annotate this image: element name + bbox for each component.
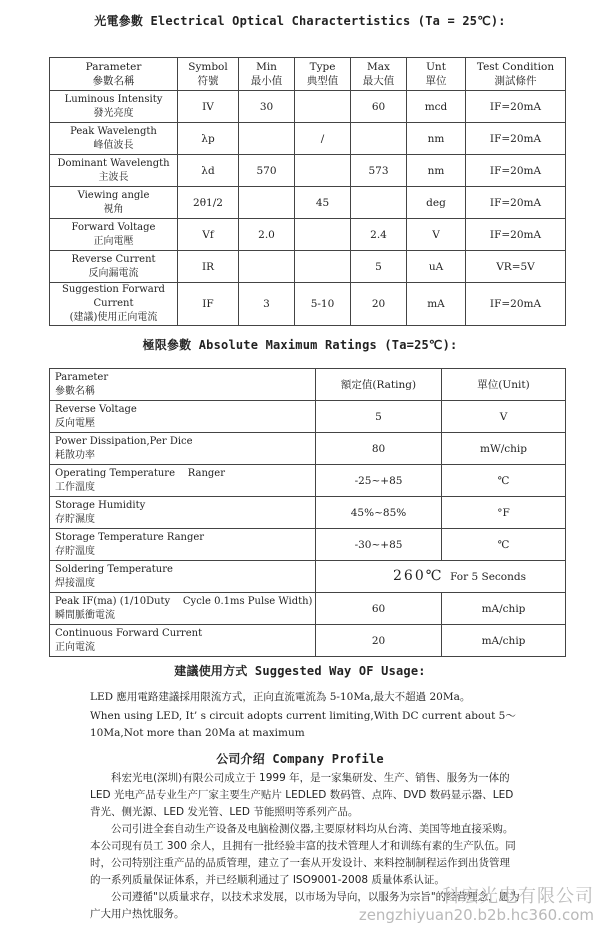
header-condition: Test Condition 測試條件 — [466, 58, 566, 91]
unit-cell: nm — [407, 155, 466, 187]
param-cell: Storage Temperature Ranger 存貯溫度 — [50, 529, 316, 561]
unit-cell: V — [407, 219, 466, 251]
rating-cell: 45%~85% — [316, 497, 442, 529]
unit-cell: nm — [407, 123, 466, 155]
table-row — [50, 401, 566, 433]
symbol-cell: IR — [178, 251, 239, 283]
type-cell — [295, 91, 351, 123]
max-cell: 573 — [351, 155, 407, 187]
profile-paragraph: 科宏光电(深圳)有限公司成立于 1999 年，是一家集研发、生产、销售、服务为一体的 LED 光电产品专业生产厂家主要生产贴片 LEDLED 数码管、点阵、DVD 数码显示器、LED 背光、侧光源、LED 发光管、LED 节能照明等系列产品。 — [90, 772, 514, 818]
param-cell: Operating Temperature Ranger 工作溫度 — [50, 465, 316, 497]
unit-cell: mA/chip — [442, 593, 566, 625]
condition-cell: IF=20mA — [466, 283, 566, 326]
symbol-cell: λd — [178, 155, 239, 187]
header-max: Max 最大值 — [351, 58, 407, 91]
type-cell: / — [295, 123, 351, 155]
min-cell: 30 — [239, 91, 295, 123]
unit-cell: ℃ — [442, 529, 566, 561]
unit-cell: mcd — [407, 91, 466, 123]
table-row — [50, 251, 566, 283]
absolute-title: 極限參數 Absolute Maximum Ratings (Ta=25℃): — [142, 338, 458, 352]
condition-cell: IF=20mA — [466, 219, 566, 251]
table-row — [50, 625, 566, 657]
usage-text-en: When using LED, It’ s circuit adopts current limiting,With DC current about 5～10Ma,Not more than 20Ma at maximum — [90, 710, 516, 739]
param-cell: Luminous Intensity 發光亮度 — [50, 91, 178, 123]
rating-cell: -25~+85 — [316, 465, 442, 497]
type-cell: 5-10 — [295, 283, 351, 326]
header-rating: 額定值(Rating) — [316, 369, 442, 401]
max-cell — [351, 123, 407, 155]
param-cell: Continuous Forward Current 正向電流 — [50, 625, 316, 657]
min-cell — [239, 187, 295, 219]
symbol-cell: IV — [178, 91, 239, 123]
profile-title: 公司介绍 Company Profile — [216, 752, 384, 766]
max-cell: 60 — [351, 91, 407, 123]
param-cell: Viewing angle 視角 — [50, 187, 178, 219]
header-parameter: Parameter 參數名稱 — [50, 369, 316, 401]
min-cell — [239, 251, 295, 283]
header-symbol: Symbol 符號 — [178, 58, 239, 91]
symbol-cell: Vf — [178, 219, 239, 251]
table-row — [50, 283, 566, 326]
param-cell: Reverse Current 反向漏電流 — [50, 251, 178, 283]
max-cell: 20 — [351, 283, 407, 326]
unit-cell: mA/chip — [442, 625, 566, 657]
condition-cell: IF=20mA — [466, 91, 566, 123]
unit-cell: mW/chip — [442, 433, 566, 465]
table-row — [50, 433, 566, 465]
header-unit: 單位(Unit) — [442, 369, 566, 401]
min-cell: 2.0 — [239, 219, 295, 251]
param-cell: Suggestion Forward Current (建議)使用正向電流 — [50, 283, 178, 326]
watermark-company: 科宏光电有限公司 — [442, 886, 594, 907]
table-row — [50, 219, 566, 251]
unit-cell: ℃ — [442, 465, 566, 497]
condition-cell: VR=5V — [466, 251, 566, 283]
min-cell — [239, 123, 295, 155]
profile-paragraph: 公司遵循"以质量求存，以技术求发展，以市场为导向，以服务为宗旨"的经营理念，愿为广大用户热忱服务。 — [90, 891, 520, 920]
type-cell — [295, 251, 351, 283]
header-min: Min 最小值 — [239, 58, 295, 91]
rating-cell: 260℃ For 5 Seconds — [316, 561, 566, 593]
table-row — [50, 465, 566, 497]
rating-cell: 60 — [316, 593, 442, 625]
rating-cell: -30~+85 — [316, 529, 442, 561]
optical-table — [49, 57, 566, 326]
watermark-url: zengzhiyuan20.b2b.hc360.com — [358, 906, 594, 924]
rating-cell: 20 — [316, 625, 442, 657]
table-row — [50, 123, 566, 155]
min-cell: 570 — [239, 155, 295, 187]
param-cell: Peak IF(ma) (1/10Duty Cycle 0.1ms Pulse Width) 瞬間脈衝電流 — [50, 593, 316, 625]
param-cell: Power Dissipation,Per Dice 耗散功率 — [50, 433, 316, 465]
symbol-cell: λp — [178, 123, 239, 155]
table-row — [50, 561, 566, 593]
optical-header-row — [50, 58, 566, 91]
table-row — [50, 187, 566, 219]
header-unit: Unt 單位 — [407, 58, 466, 91]
max-cell: 2.4 — [351, 219, 407, 251]
type-cell — [295, 219, 351, 251]
symbol-cell: IF — [178, 283, 239, 326]
table-row — [50, 155, 566, 187]
param-cell: Soldering Temperature 焊接溫度 — [50, 561, 316, 593]
table-row — [50, 91, 566, 123]
type-cell: 45 — [295, 187, 351, 219]
condition-cell: IF=20mA — [466, 123, 566, 155]
param-cell: Peak Wavelength 峰值波長 — [50, 123, 178, 155]
profile-paragraph: 公司引进全套自动生产设备及电脑检测仪器,主要原材料均从台湾、美国等地直接采购。本公司现有员工 300 余人，且拥有一批经验丰富的技术管理人才和训练有素的生产队伍。同时，公司特别注重产品的品质管理，建立了一套从开发设计、来料控制制程运作到出货管理的一系列质量保证体系，并已经顺利通过了 ISO9001-2008 质量体系认证。 — [90, 823, 516, 886]
param-cell: Reverse Voltage 反向電壓 — [50, 401, 316, 433]
type-cell — [295, 155, 351, 187]
table-row — [50, 529, 566, 561]
symbol-cell: 2θ1/2 — [178, 187, 239, 219]
optical-title: 光電參數 Electrical Optical Charactertistics (Ta = 25℃): — [94, 14, 506, 28]
table-row — [50, 593, 566, 625]
min-cell: 3 — [239, 283, 295, 326]
header-parameter: Parameter 參數名稱 — [50, 58, 178, 91]
usage-text-zh: LED 應用電路建議採用限流方式，正向直流電流為 5-10Ma,最大不超過 20Ma。 — [90, 691, 471, 703]
param-cell: Forward Voltage 正向電壓 — [50, 219, 178, 251]
header-type: Type 典型值 — [295, 58, 351, 91]
condition-cell: IF=20mA — [466, 155, 566, 187]
max-cell — [351, 187, 407, 219]
table-row — [50, 497, 566, 529]
unit-cell: V — [442, 401, 566, 433]
max-cell: 5 — [351, 251, 407, 283]
unit-cell: °F — [442, 497, 566, 529]
param-cell: Dominant Wavelength 主波長 — [50, 155, 178, 187]
unit-cell: deg — [407, 187, 466, 219]
unit-cell: uA — [407, 251, 466, 283]
rating-cell: 5 — [316, 401, 442, 433]
condition-cell: IF=20mA — [466, 187, 566, 219]
usage-title: 建議使用方式 Suggested Way OF Usage: — [174, 664, 426, 678]
absolute-table — [49, 368, 566, 657]
rating-cell: 80 — [316, 433, 442, 465]
param-cell: Storage Humidity 存貯濕度 — [50, 497, 316, 529]
absolute-header-row — [50, 369, 566, 401]
unit-cell: mA — [407, 283, 466, 326]
